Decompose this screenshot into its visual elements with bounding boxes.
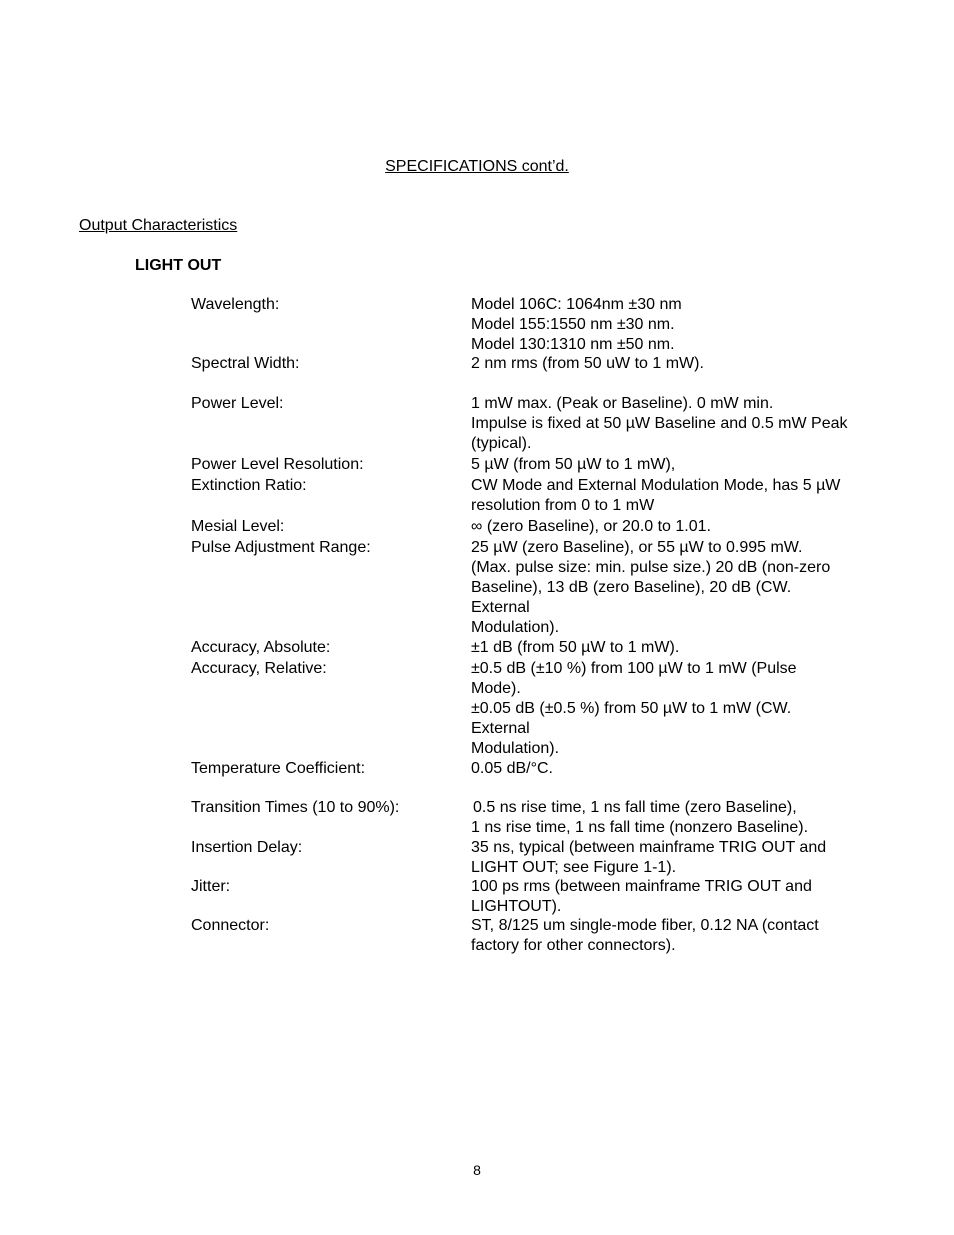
spec-value (471, 659, 797, 759)
spec-value-line: 0.05 dB/°C. (471, 760, 553, 777)
spec-value-line: ±0.05 dB (±0.5 %) from 50 µW to 1 mW (CW. (471, 700, 792, 717)
spec-value (471, 538, 830, 638)
spec-label: Mesial Level: (191, 518, 285, 535)
spec-value-line: (Max. pulse size: min. pulse size.) 20 dB (non-zero (471, 559, 831, 576)
spec-value-line: 2 nm rms (from 50 uW to 1 mW). (471, 355, 704, 372)
spec-value-line: LIGHT OUT; see Figure 1-1). (471, 859, 677, 876)
spec-value-line: ST, 8/125 um single-mode fiber, 0.12 NA (contact (471, 917, 819, 934)
spec-value-line: ±0.5 dB (±10 %) from 100 µW to 1 mW (Pulse (471, 660, 797, 677)
spec-value (471, 838, 826, 878)
subsection-title: LIGHT OUT (135, 257, 222, 274)
spec-value-line: Modulation). (471, 619, 560, 636)
spec-value-line: Modulation). (471, 740, 560, 757)
spec-value-line: 5 µW (from 50 µW to 1 mW), (471, 456, 676, 473)
spec-value-line: Impulse is fixed at 50 µW Baseline and 0.5 mW Peak (471, 415, 848, 432)
spec-value-line: Baseline), 13 dB (zero Baseline), 20 dB (CW. (471, 579, 792, 596)
spec-value-line: 25 µW (zero Baseline), or 55 µW to 0.995 mW. (471, 539, 803, 556)
section-title: Output Characteristics (79, 217, 238, 234)
spec-label: Accuracy, Absolute: (191, 639, 331, 656)
spec-value-line: ±1 dB (from 50 µW to 1 mW). (471, 639, 680, 656)
spec-value (471, 759, 553, 779)
spec-label: Temperature Coefficient: (191, 760, 366, 777)
spec-value-line: 100 ps rms (between mainframe TRIG OUT and (471, 878, 812, 895)
spec-value (471, 638, 679, 658)
spec-value-line: factory for other connectors). (471, 937, 676, 954)
spec-value-line: Model 130:1310 nm ±50 nm. (471, 336, 675, 353)
spec-value-line: 35 ns, typical (between mainframe TRIG OUT and (471, 839, 827, 856)
spec-label: Jitter: (191, 878, 231, 895)
spec-value (471, 877, 812, 917)
spec-value-line: (typical). (471, 435, 532, 452)
spec-value (471, 394, 848, 454)
spec-value-line: External (471, 599, 530, 616)
spec-value-line: CW Mode and External Modulation Mode, has 5 µW (471, 477, 841, 494)
page-title: SPECIFICATIONS cont’d. (385, 158, 569, 175)
spec-label: Wavelength: (191, 296, 280, 313)
spec-value-line: 1 mW max. (Peak or Baseline). 0 mW min. (471, 395, 774, 412)
spec-value (471, 354, 704, 374)
spec-label: Pulse Adjustment Range: (191, 539, 371, 556)
spec-value (471, 916, 819, 956)
spec-value-line: 0.5 ns rise time, 1 ns fall time (zero Baseline), (473, 799, 797, 816)
spec-label: Connector: (191, 917, 270, 934)
spec-value-line: 1 ns rise time, 1 ns fall time (nonzero Baseline). (471, 819, 809, 836)
spec-label: Accuracy, Relative: (191, 660, 327, 677)
spec-label: Extinction Ratio: (191, 477, 307, 494)
spec-value (471, 476, 840, 516)
spec-value-line: Model 155:1550 nm ±30 nm. (471, 316, 675, 333)
spec-value (471, 517, 711, 537)
spec-label: Power Level: (191, 395, 284, 412)
spec-value (471, 295, 682, 355)
spec-value-line: LIGHTOUT). (471, 898, 562, 915)
spec-label: Spectral Width: (191, 355, 300, 372)
spec-value (471, 798, 808, 838)
spec-value-line: ∞ (zero Baseline), or 20.0 to 1.01. (471, 518, 711, 535)
spec-value-line: Mode). (471, 680, 521, 697)
spec-label: Insertion Delay: (191, 839, 303, 856)
page-number: 8 (473, 1162, 481, 1178)
spec-value-line: External (471, 720, 530, 737)
spec-value-line: Model 106C: 1064nm ±30 nm (471, 296, 682, 313)
spec-value (471, 455, 675, 475)
spec-value-line: resolution from 0 to 1 mW (471, 497, 655, 514)
spec-label: Power Level Resolution: (191, 456, 364, 473)
spec-label: Transition Times (10 to 90%): (191, 799, 400, 816)
